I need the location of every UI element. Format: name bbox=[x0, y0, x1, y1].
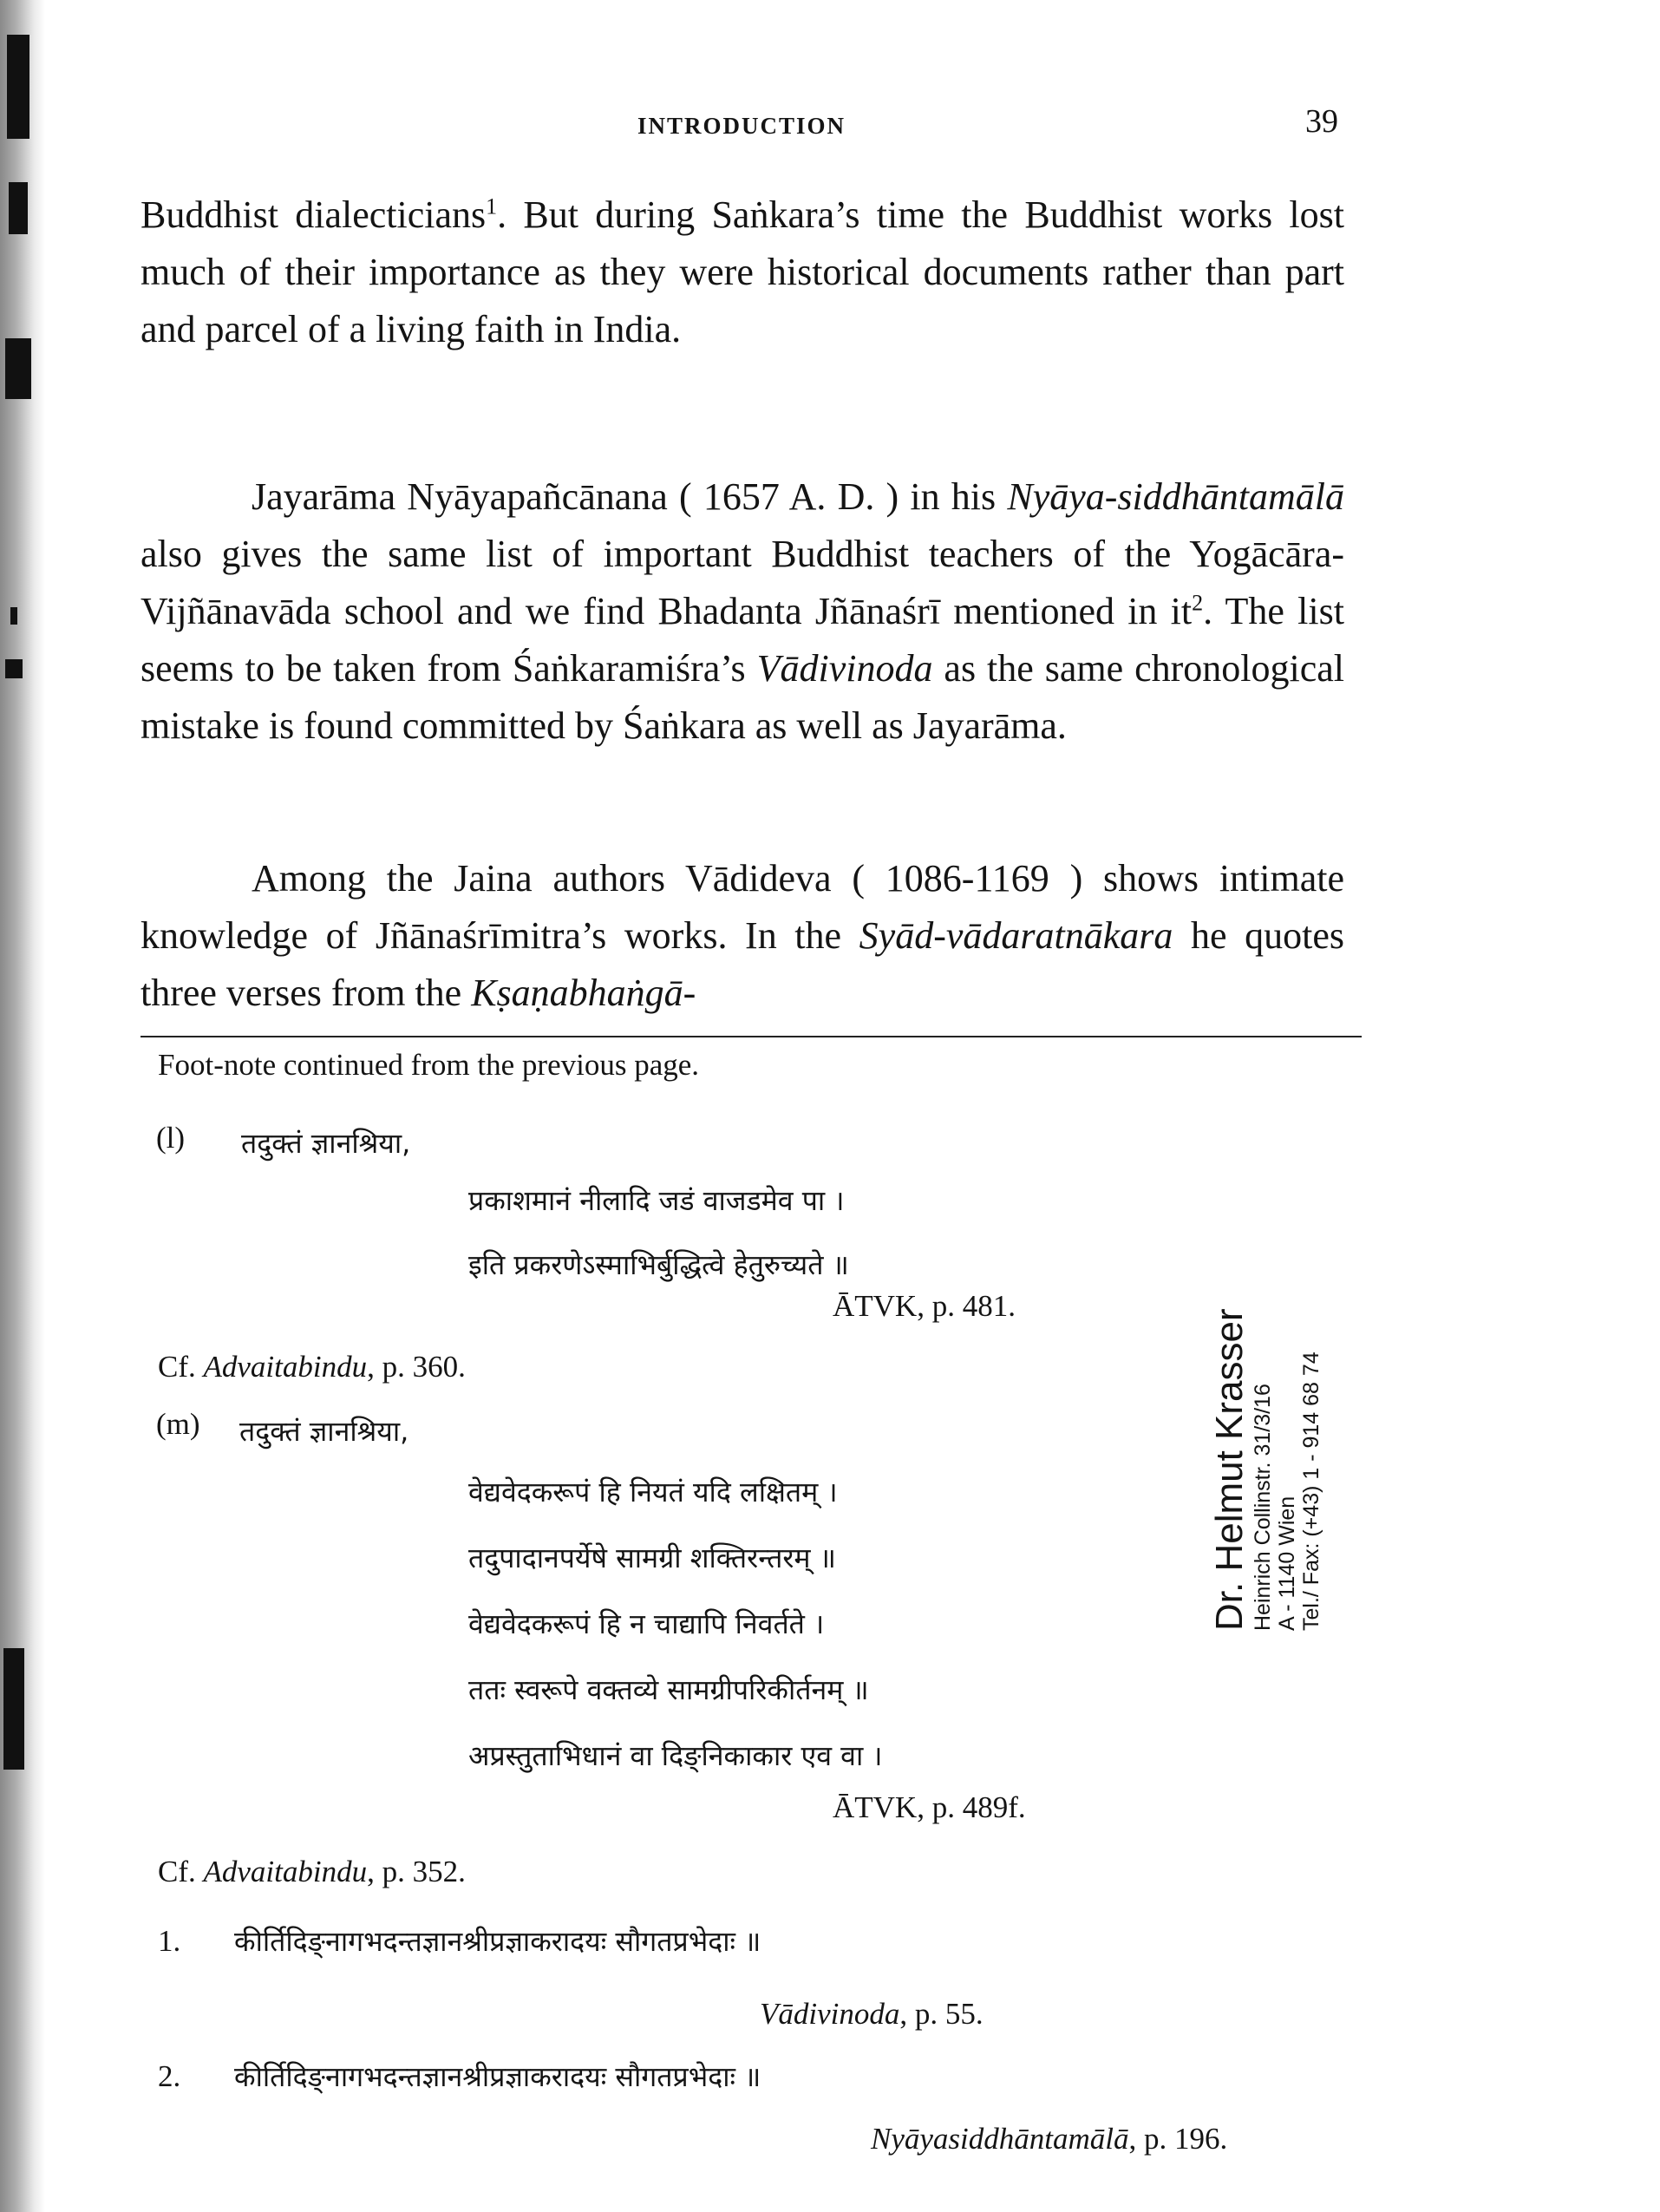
paragraph-text: as the same chronological mistake is found committed by Śaṅkara as well as Jayarāma. bbox=[141, 647, 1344, 747]
italic-title: Nyāya-siddhāntamālā bbox=[1007, 475, 1344, 518]
edge-mark bbox=[5, 338, 31, 399]
cf-title: Advaitabindu bbox=[203, 1855, 368, 1888]
paragraph-text: also gives the same list of important Buddhist teachers of the Yogācāra-Vijñānavāda school and we find Bhadanta Jñānaśrī mentioned in it bbox=[141, 533, 1344, 632]
cf-reference bbox=[158, 1350, 466, 1384]
note-2-reference bbox=[871, 2122, 1227, 2156]
verse-line: इति प्रकरणेऽस्माभिर्बुद्धित्वे हेतुरुच्यते ॥ bbox=[468, 1248, 849, 1281]
verse-line: वेद्यवेदकरूपं हि न चाद्यापि निवर्तते । bbox=[468, 1607, 825, 1640]
footnote-continued: Foot-note continued from the previous page. bbox=[158, 1048, 700, 1082]
source-reference: ĀTVK, p. 489f. bbox=[833, 1790, 1026, 1824]
footnote-rule bbox=[141, 1036, 1362, 1037]
reference-title: Vādivinoda bbox=[760, 1997, 900, 2031]
paragraph-text: . But during Saṅkara’s time the Buddhist works lost much of their importance as they were historical documents rather than part and parcel of a living faith in India. bbox=[141, 193, 1344, 350]
note-2-marker: 2. bbox=[158, 2059, 181, 2093]
verse-line: तदुपादानपर्येषे सामग्री शक्तिरन्तरम् ॥ bbox=[468, 1541, 836, 1574]
italic-title: Kṣaṇabhaṅgā- bbox=[471, 972, 696, 1014]
page-header bbox=[0, 102, 1660, 154]
stamp-phone: Tel./ Fax: (+43) 1 - 914 68 74 bbox=[1299, 1351, 1323, 1631]
footnote-ref: 1 bbox=[486, 193, 498, 219]
edge-mark bbox=[10, 607, 17, 625]
edge-mark bbox=[9, 182, 28, 234]
stamp-name: Dr. Helmut Krasser bbox=[1208, 1308, 1251, 1631]
binding-edge-shadow bbox=[0, 0, 45, 2212]
paragraph-text: . The list seems to be taken from Śaṅkaramiśra’s bbox=[141, 590, 1344, 690]
cf-title: Advaitabindu bbox=[203, 1350, 368, 1384]
footnote-l-marker: (l) bbox=[156, 1121, 186, 1155]
note-2-text: कीर्तिदिङ्नागभदन्तज्ञानश्रीप्रज्ञाकरादयः सौगतप्रभेदाः ॥ bbox=[234, 2060, 761, 2093]
edge-mark bbox=[5, 659, 23, 678]
page-number: 39 bbox=[1305, 103, 1338, 140]
paragraph-text: Among the Jaina authors Vādideva ( 1086-1169 ) shows intimate knowledge of Jñānaśrīmitra’s works. In the bbox=[141, 857, 1344, 957]
cf-reference bbox=[158, 1855, 466, 1889]
paragraph-text: Buddhist dialecticians bbox=[141, 193, 487, 236]
verse-line: प्रकाशमानं नीलादि जडं वाजडमेव पा । bbox=[468, 1184, 845, 1217]
paragraph-text: he quotes three verses from the bbox=[141, 914, 1344, 1014]
footnote-m-intro: तदुक्तं ज्ञानश्रिया, bbox=[239, 1415, 409, 1448]
italic-title: Vādivinoda bbox=[756, 647, 933, 690]
footnote-m-marker: (m) bbox=[156, 1407, 200, 1441]
italic-title: Syād-vādaratnākara bbox=[859, 914, 1173, 957]
stamp-address-line: A - 1140 Wien bbox=[1275, 1495, 1299, 1631]
paragraph-3 bbox=[141, 850, 1344, 1022]
reference-title: Nyāyasiddhāntamālā bbox=[871, 2122, 1129, 2156]
note-1-reference bbox=[760, 1997, 984, 2032]
reference-page: , p. 55. bbox=[899, 1997, 984, 2031]
owner-stamp bbox=[1208, 1301, 1323, 1631]
cf-prefix: Cf. bbox=[158, 1855, 204, 1888]
edge-mark bbox=[3, 1648, 24, 1770]
running-head: INTRODUCTION bbox=[637, 113, 846, 139]
footnote-ref: 2 bbox=[1192, 590, 1204, 616]
paragraph-1 bbox=[141, 187, 1344, 358]
verse-line: वेद्यवेदकरूपं हि नियतं यदि लक्षितम् । bbox=[468, 1476, 838, 1508]
cf-page: , p. 360. bbox=[367, 1350, 466, 1384]
note-1-text: कीर्तिदिङ्नागभदन्तज्ञानश्रीप्रज्ञाकरादयः सौगतप्रभेदाः ॥ bbox=[234, 1925, 761, 1958]
reference-page: , p. 196. bbox=[1128, 2122, 1228, 2156]
cf-prefix: Cf. bbox=[158, 1350, 204, 1384]
stamp-address-line: Heinrich Collinstr. 31/3/16 bbox=[1251, 1384, 1275, 1631]
verse-line: ततः स्वरूपे वक्तव्ये सामग्रीपरिकीर्तनम् ॥ bbox=[468, 1673, 869, 1706]
paragraph-text: Jayarāma Nyāyapañcānana ( 1657 A. D. ) in his bbox=[252, 475, 1008, 518]
paragraph-2 bbox=[141, 468, 1344, 755]
note-1-marker: 1. bbox=[158, 1924, 181, 1958]
source-reference: ĀTVK, p. 481. bbox=[833, 1289, 1016, 1323]
cf-page: , p. 352. bbox=[367, 1855, 466, 1888]
footnote-l-intro: तदुक्तं ज्ञानश्रिया, bbox=[241, 1127, 411, 1160]
verse-line: अप्रस्तुताभिधानं वा दिङ्निकाकार एव वा । bbox=[468, 1739, 883, 1772]
